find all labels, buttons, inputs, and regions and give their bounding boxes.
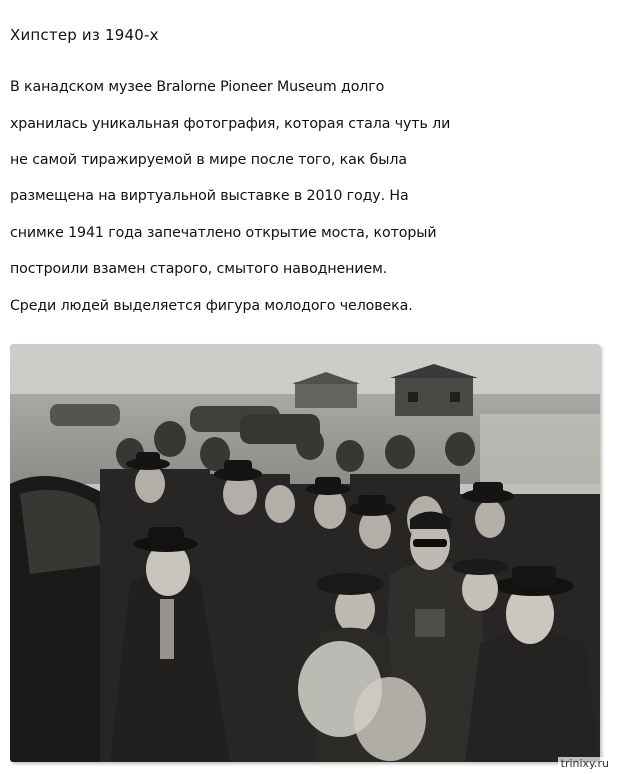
body-line: снимке 1941 года запечатлено открытие моста, который [10,224,437,241]
body-line: хранилась уникальная фотография, которая стала чуть ли [10,115,451,132]
body-line: В канадском музее Bralorne Pioneer Museum долго [10,79,385,96]
watermark-text: trinixy.ru [558,757,612,770]
photo-frame [0,334,620,774]
body-line: не самой тиражируемой в мире после того, как была [10,152,407,169]
historic-crowd-photo [10,344,600,762]
photo-illustration [10,344,600,762]
body-line: размещена на виртуальной выставке в 2010 году. На [10,188,409,205]
body-line: построили взамен старого, смытого наводнением. [10,261,388,278]
body-line: Среди людей выделяется фигура молодого человека. [10,297,413,314]
article-title: Хипстер из 1940-х [10,26,159,44]
